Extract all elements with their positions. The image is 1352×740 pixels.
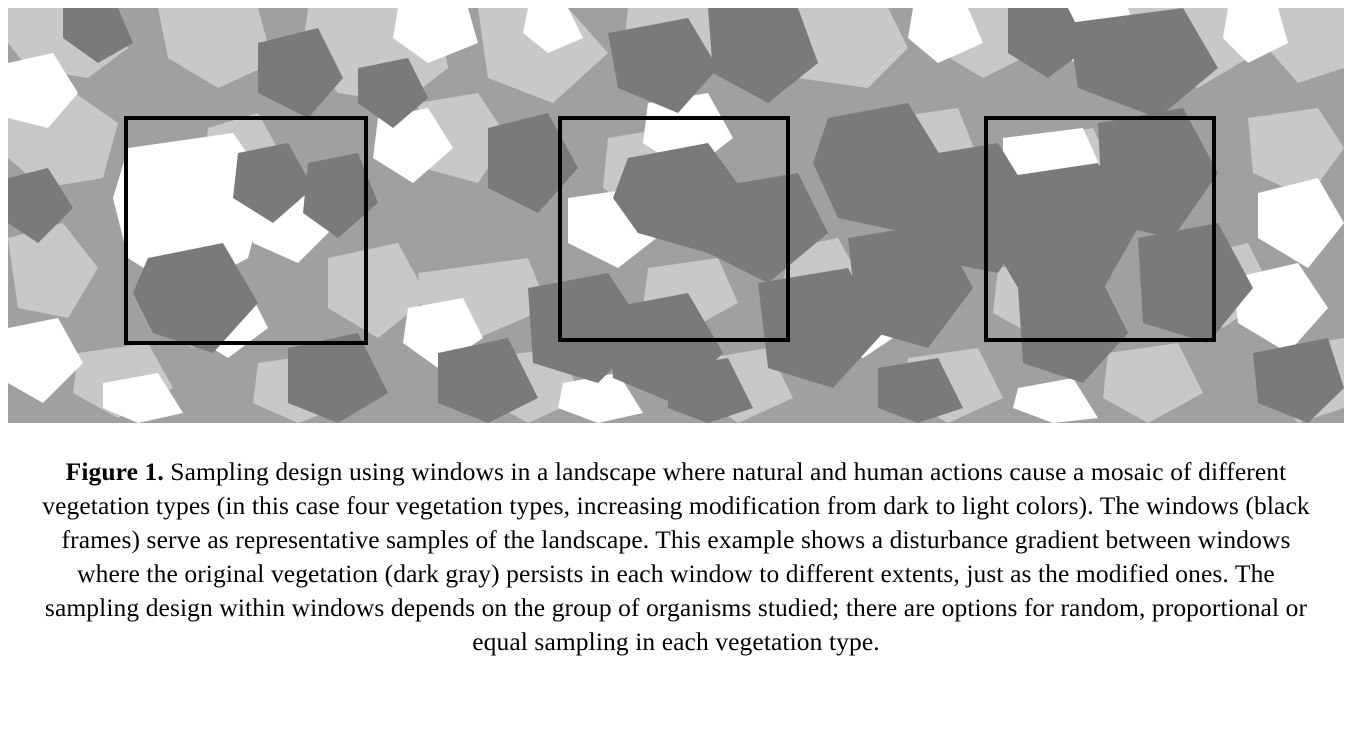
figure-image xyxy=(8,8,1344,423)
landscape-mosaic-map xyxy=(8,8,1344,423)
figure-caption-text: Sampling design using windows in a landscape where natural and human actions cause a mosaic of different vegetation types (in this case four vegetation types, increasing modification from dark to light colors). The windows (black frames) serve as representative samples of the landscape. This example shows a disturbance gradient between windows where the original vegetation (dark gray) persists in each window to different extents, just as the modified ones. The sampling design within windows depends on the group of organisms studied; there are options for random, proportional or equal sampling in each vegetation type. xyxy=(42,457,1310,656)
figure-caption xyxy=(28,455,1324,658)
figure-caption-label: Figure 1. xyxy=(65,457,164,486)
